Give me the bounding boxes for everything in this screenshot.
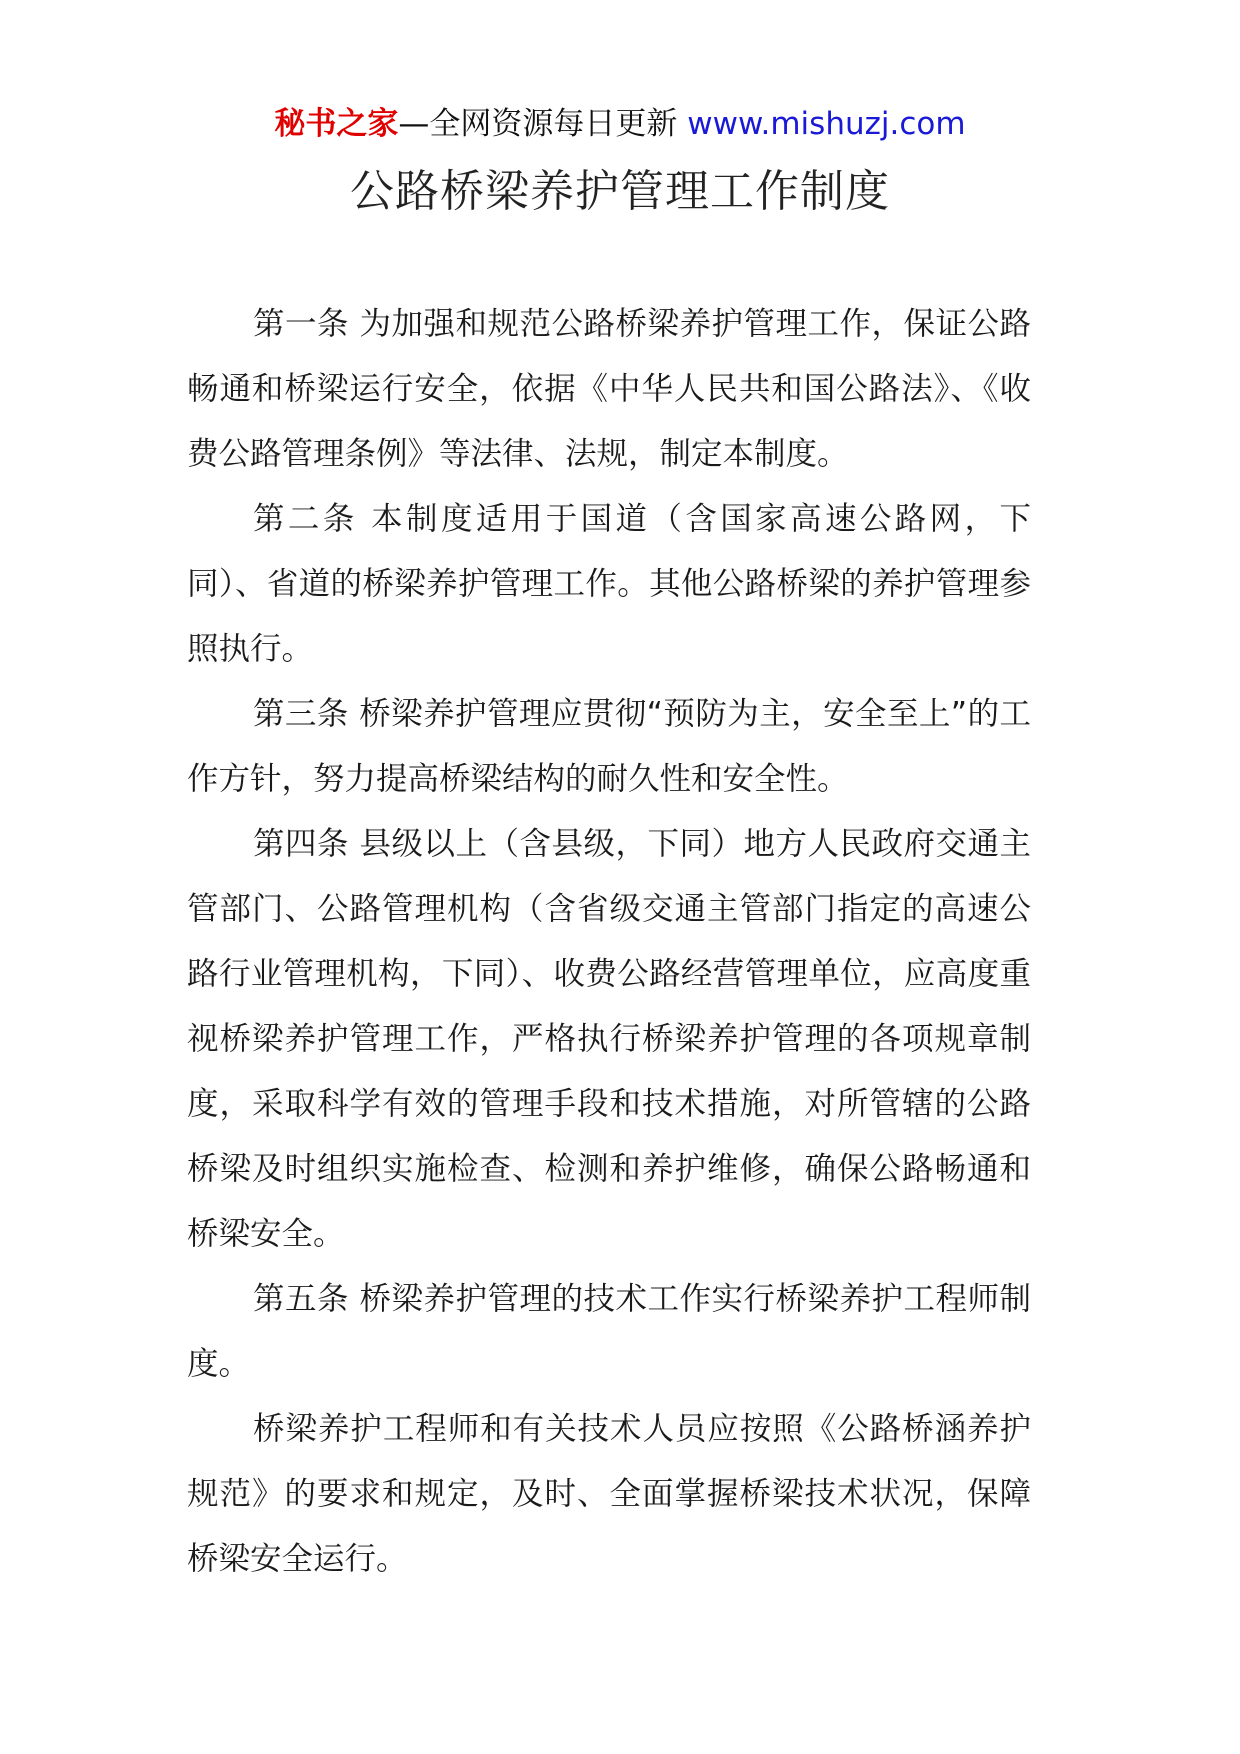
site-header	[0, 100, 1240, 148]
article-5-detail-paragraph: 桥梁养护工程师和有关技术人员应按照《公路桥涵养护规范》的要求和规定，及时、全面掌握桥梁技术状况，保障桥梁安全运行。	[187, 1411, 1031, 1577]
article-4-paragraph: 第四条 县级以上（含县级，下同）地方人民政府交通主管部门、公路管理机构（含省级交通主管部门指定的高速公路行业管理机构，下同）、收费公路经营管理单位，应高度重视桥梁养护管理工作，严格执行桥梁养护管理的各项规章制度，采取科学有效的管理手段和技术措施，对所管辖的公路桥梁及时组织实施检查、检测和养护维修，确保公路畅通和桥梁安全。	[187, 826, 1031, 1252]
article-5-paragraph: 第五条 桥梁养护管理的技术工作实行桥梁养护工程师制度。	[187, 1281, 1031, 1382]
article-1-paragraph: 第一条 为加强和规范公路桥梁养护管理工作，保证公路畅通和桥梁运行安全，依据《中华人民共和国公路法》、《收费公路管理条例》等法律、法规，制定本制度。	[187, 306, 1031, 472]
brand-name: 秘书之家	[274, 106, 399, 142]
document-body	[187, 292, 1031, 1592]
document-title: 公路桥梁养护管理工作制度	[350, 166, 890, 217]
article-2-paragraph: 第二条 本制度适用于国道（含国家高速公路网，下同）、省道的桥梁养护管理工作。其他公路桥梁的养护管理参照执行。	[187, 501, 1031, 667]
site-url-link[interactable]: www.mishuzj.com	[687, 106, 966, 142]
header-slogan: —全网资源每日更新	[398, 106, 688, 142]
article-3-paragraph: 第三条 桥梁养护管理应贯彻“预防为主，安全至上”的工作方针，努力提高桥梁结构的耐久性和安全性。	[187, 696, 1031, 797]
